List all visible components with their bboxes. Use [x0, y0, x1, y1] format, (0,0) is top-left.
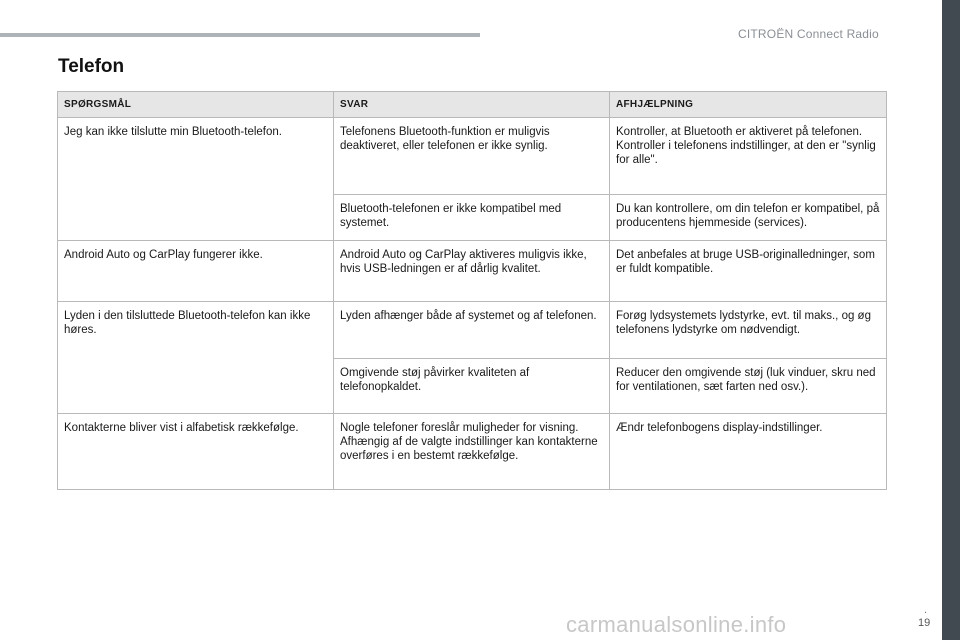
- table-row: [58, 118, 887, 195]
- remedy-cell: Kontroller, at Bluetooth er aktiveret på telefonen. Kontroller i telefonens indstillinger, at den er "synlig for alle".: [610, 118, 887, 195]
- table-row: [58, 414, 887, 490]
- brand-label: CITROËN Connect Radio: [738, 27, 879, 41]
- answer-cell: Telefonens Bluetooth-funktion er muligvis deaktiveret, eller telefonen er ikke synlig.: [334, 118, 610, 195]
- column-header-remedy: AFHJÆLPNING: [610, 92, 887, 118]
- column-header-question: SPØRGSMÅL: [58, 92, 334, 118]
- page-title: Telefon: [58, 56, 125, 77]
- watermark: carmanualsonline.info: [566, 612, 787, 637]
- table-row: [58, 302, 887, 359]
- remedy-cell: Ændr telefonbogens display-indstillinger.: [610, 414, 887, 490]
- troubleshooting-table: [57, 91, 887, 490]
- answer-cell: Bluetooth-telefonen er ikke kompatibel med systemet.: [334, 195, 610, 241]
- side-bar: [942, 0, 960, 640]
- remedy-cell: Du kan kontrollere, om din telefon er kompatibel, på producentens hjemmeside (services).: [610, 195, 887, 241]
- page-dots: .: [924, 604, 928, 616]
- page-number: 19: [918, 617, 931, 629]
- answer-cell: Android Auto og CarPlay aktiveres muligvis ikke, hvis USB-ledningen er af dårlig kvalitet.: [334, 241, 610, 302]
- remedy-cell: Forøg lydsystemets lydstyrke, evt. til maks., og øg telefonens lydstyrke om nødvendigt.: [610, 302, 887, 359]
- question-cell: Android Auto og CarPlay fungerer ikke.: [58, 241, 334, 302]
- question-cell: Kontakterne bliver vist i alfabetisk rækkefølge.: [58, 414, 334, 490]
- table-row: [58, 241, 887, 302]
- table-header-row: [58, 92, 887, 118]
- remedy-cell: Reducer den omgivende støj (luk vinduer, skru ned for ventilationen, sæt farten ned osv.).: [610, 359, 887, 414]
- answer-cell: Nogle telefoner foreslår muligheder for visning. Afhængig af de valgte indstillinger kan kontakterne overføres i en bestemt rækkefølge.: [334, 414, 610, 490]
- question-cell: Lyden i den tilsluttede Bluetooth-telefon kan ikke høres.: [58, 302, 334, 414]
- question-cell: Jeg kan ikke tilslutte min Bluetooth-telefon.: [58, 118, 334, 241]
- remedy-cell: Det anbefales at bruge USB-originalledninger, som er fuldt kompatible.: [610, 241, 887, 302]
- answer-cell: Omgivende støj påvirker kvaliteten af telefonopkaldet.: [334, 359, 610, 414]
- header-rule: [0, 33, 480, 37]
- column-header-answer: SVAR: [334, 92, 610, 118]
- answer-cell: Lyden afhænger både af systemet og af telefonen.: [334, 302, 610, 359]
